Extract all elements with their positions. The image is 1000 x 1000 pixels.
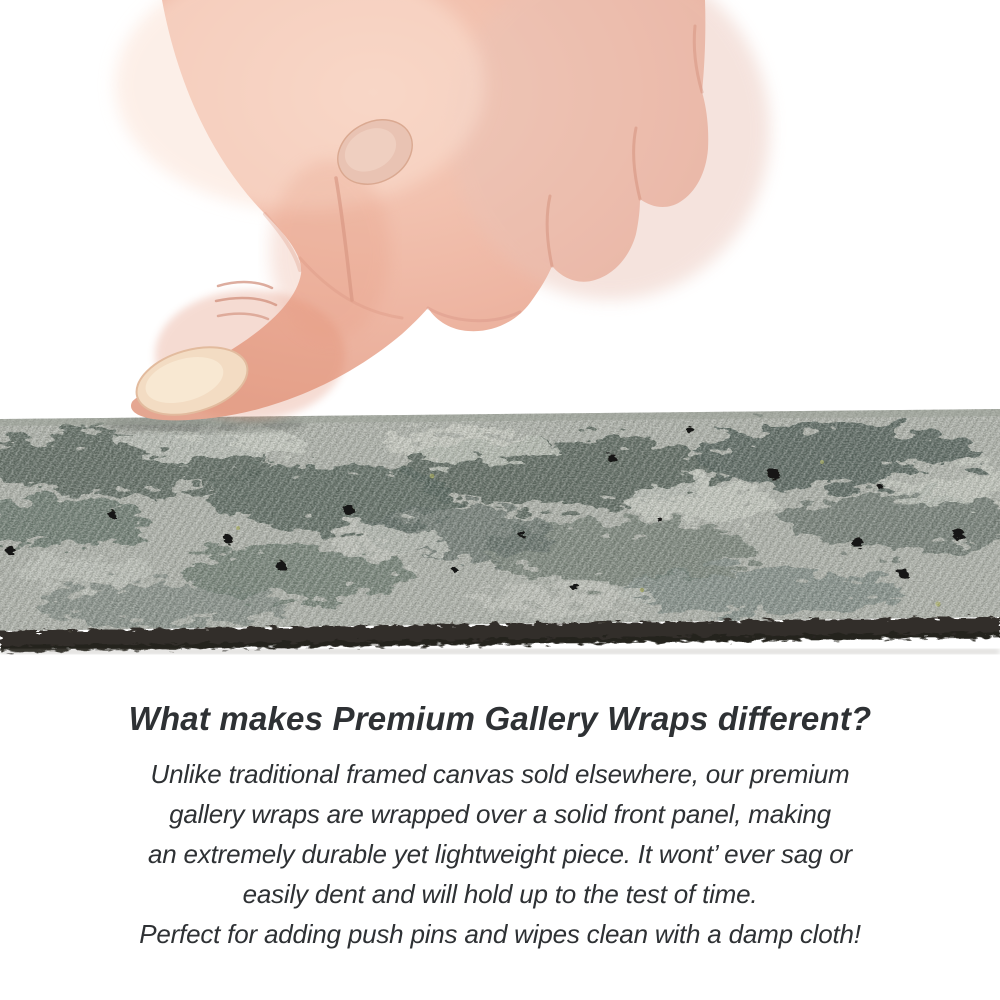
body-line: easily dent and will hold up to the test of time. (242, 879, 758, 909)
body-line: an extremely durable yet lightweight piece. It wont’ ever sag or (147, 839, 853, 869)
heading: What makes Premium Gallery Wraps different? (128, 700, 872, 737)
canvas-edge-photo (0, 400, 1000, 660)
body-line: gallery wraps are wrapped over a solid front panel, making (169, 799, 831, 829)
fist-and-thumb (115, 0, 770, 427)
body-line: Unlike traditional framed canvas sold elsewhere, our premium (150, 759, 850, 789)
hand-photo (0, 0, 1000, 432)
body-line: Perfect for adding push pins and wipes clean with a damp cloth! (139, 919, 861, 949)
canvas-texture (0, 400, 1000, 640)
copy-section (0, 697, 1000, 954)
